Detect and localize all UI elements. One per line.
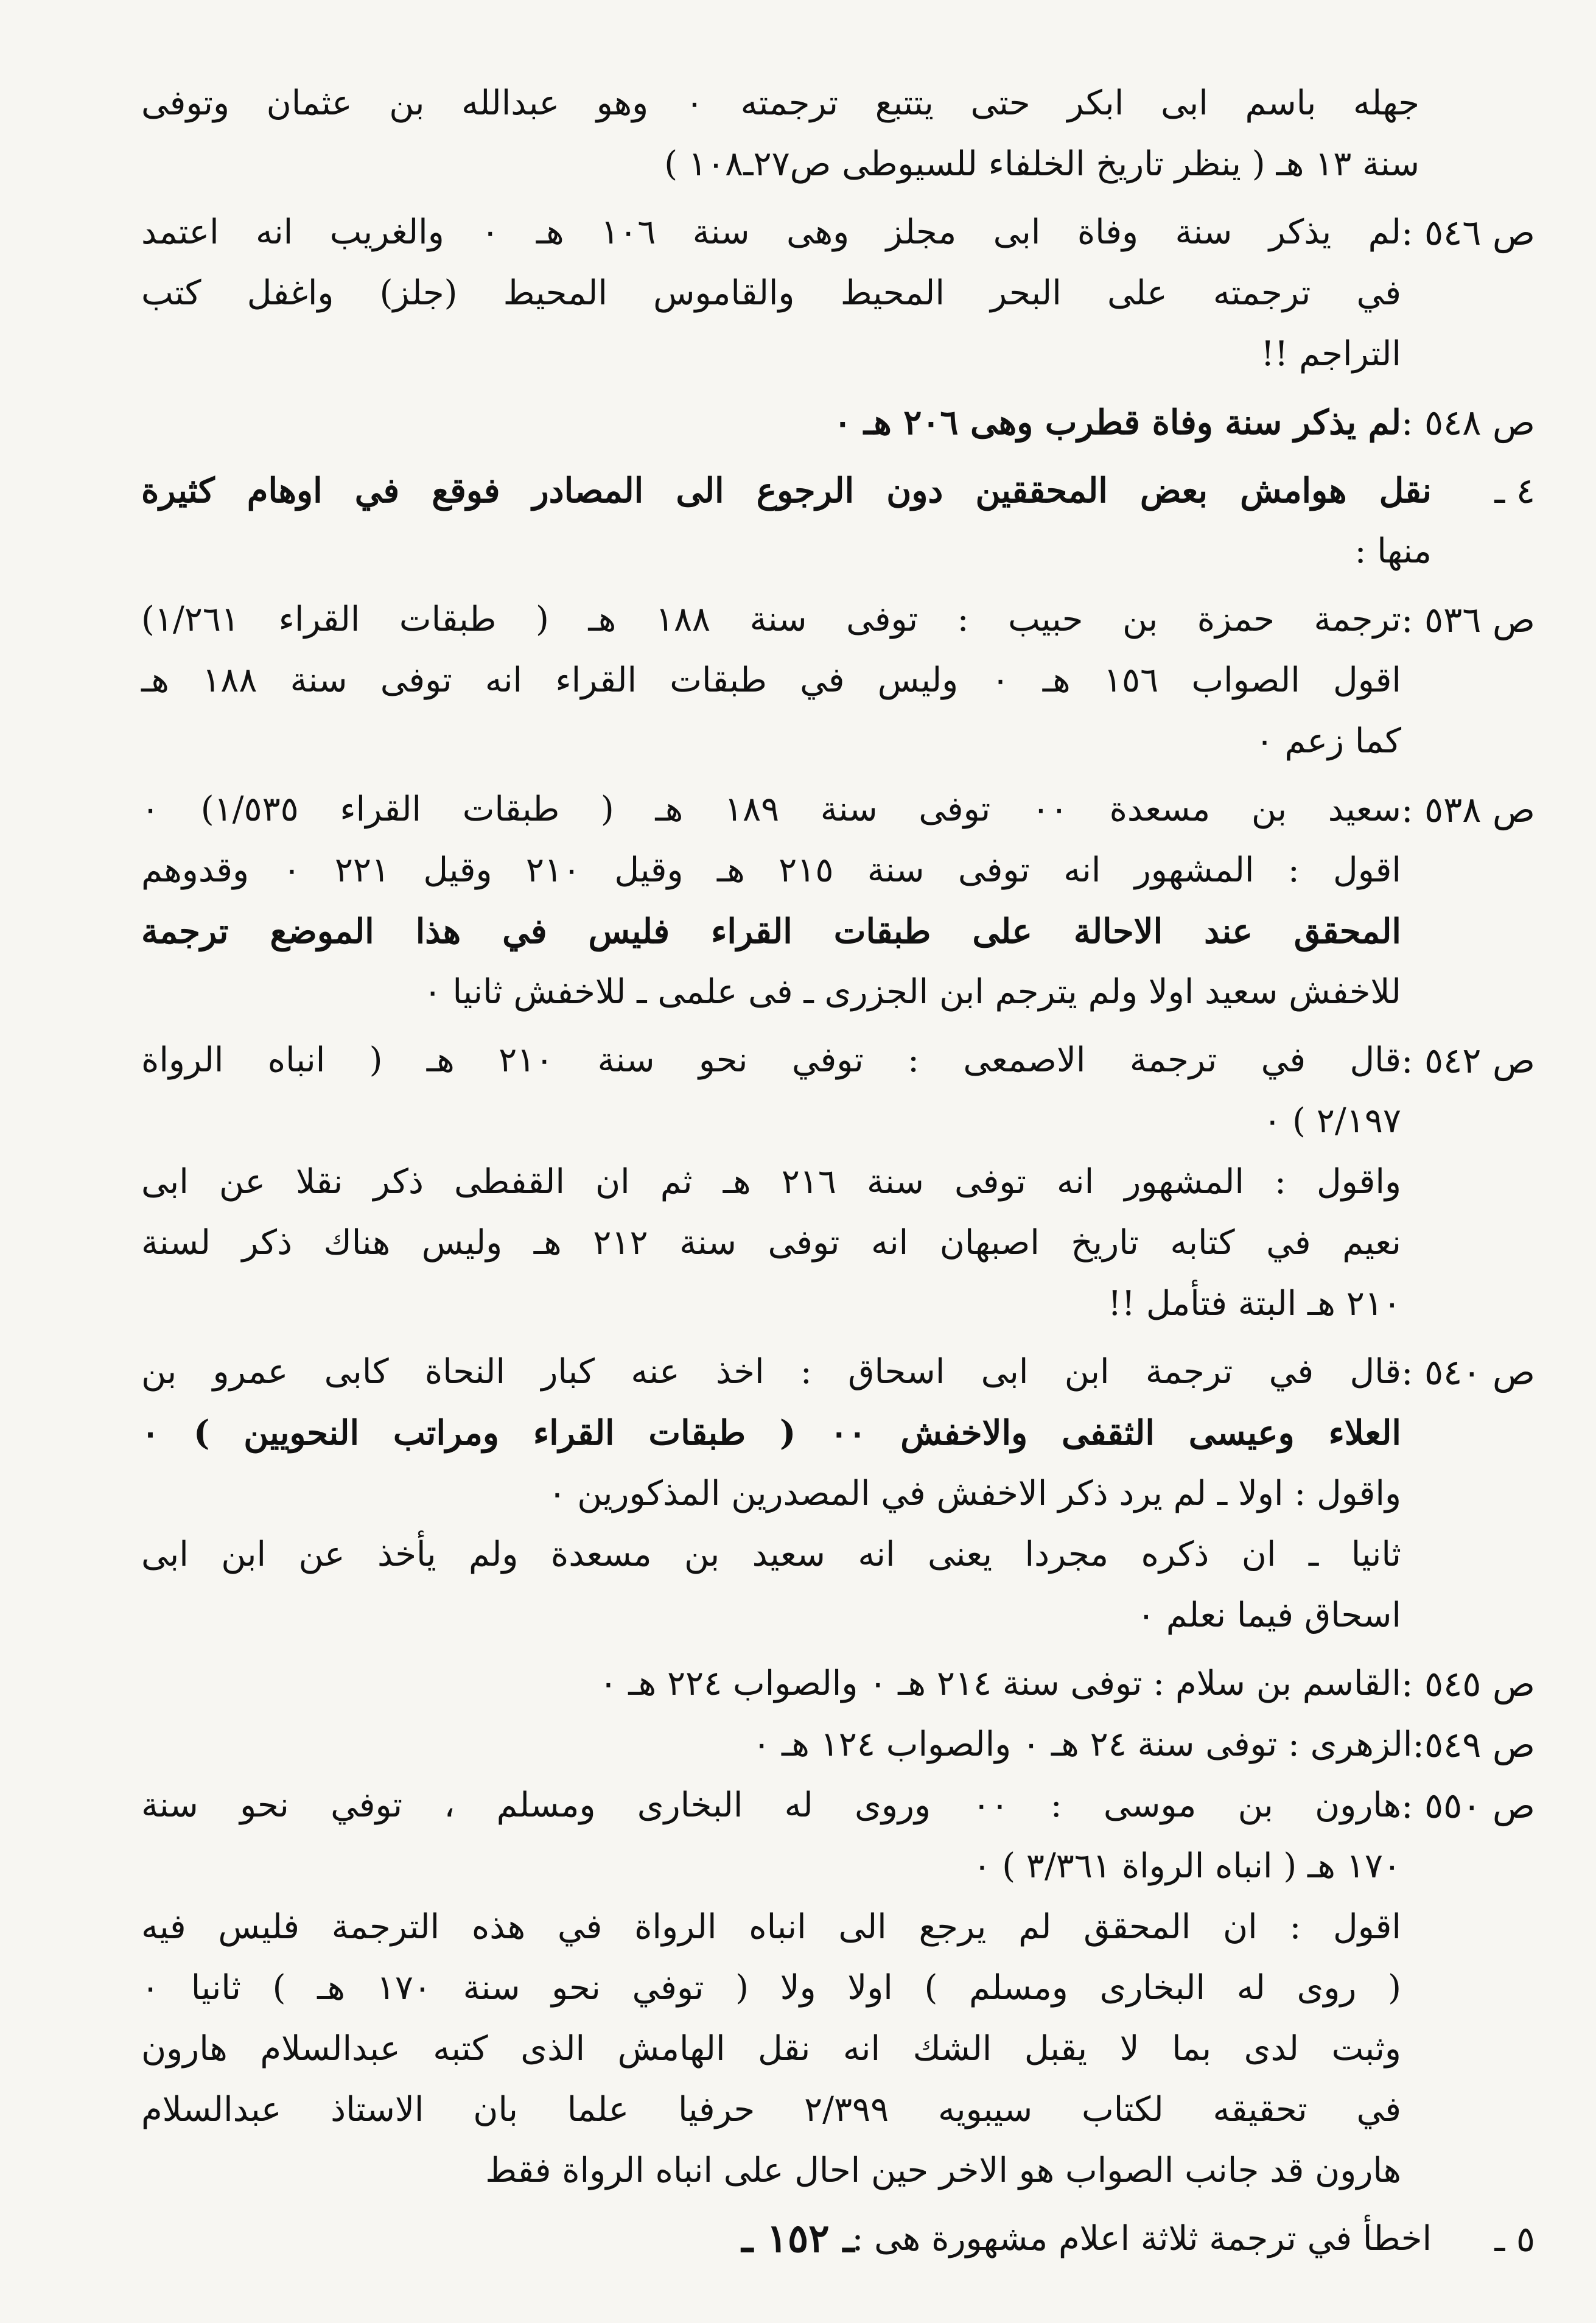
entry-545 (141, 1653, 1535, 1714)
text-line: اسحاق فيما نعلم ٠ (1136, 1596, 1401, 1635)
text-line: ( روى له البخارى ومسلم ) اولا ولا ( توفي نحو سنة ١٧٠ هـ ) ثانيا ٠ (141, 1968, 1401, 2008)
text-line: لم يذكر سنة وفاة ابى مجلز وهى سنة ١٠٦ هـ ٠ والغريب انه اعتمد (141, 212, 1401, 252)
entry-body (141, 1775, 1401, 2201)
text-line: قال في ترجمة الاصمعى : توفي نحو سنة ٢١٠ هـ ( انباه الرواة (141, 1040, 1401, 1080)
text-line: قال في ترجمة ابن ابى اسحاق : اخذ عنه كبار النحاة كابى عمرو بن (141, 1352, 1401, 1392)
section-4 (141, 460, 1535, 582)
page-reference: ص ٥٣٦ : (1401, 599, 1535, 640)
text-line: كما زعم ٠ (1255, 721, 1401, 761)
entry-540 (141, 1342, 1535, 1646)
text-line: واقول : اولا ـ لم يرد ذكر الاخفش في المصدرين المذكورين ٠ (548, 1474, 1401, 1513)
entry-body (141, 589, 1401, 772)
text-line: ثانيا ـ ان ذكره مجردا يعنى انه سعيد بن مسعدة ولم يأخذ عن ابن ابى (141, 1535, 1401, 1574)
entry-538 (141, 779, 1535, 1023)
entry-536 (141, 589, 1535, 772)
entry-body (141, 202, 1401, 385)
text-line: سعيد بن مسعدة ٠٠ توفى سنة ١٨٩ هـ ( طبقات القراء ١/٥٣٥) ٠ (141, 790, 1401, 829)
page-reference: ص ٥٥٠ : (1401, 1785, 1535, 1826)
text-line: نعيم في كتابه تاريخ اصبهان انه توفى سنة ٢١٢ هـ وليس هناك ذكر لسنة (141, 1223, 1401, 1263)
intro-paragraph (141, 73, 1419, 195)
section-number: ٥ ـ (1494, 2218, 1535, 2260)
text-line: نقل هوامش بعض المحققين دون الرجوع الى المصادر فوقع في اوهام كثيرة (141, 471, 1432, 511)
text-line: المحقق عند الاحالة على طبقات القراء فليس في هذا الموضع ترجمة (141, 911, 1401, 951)
entry-549 (141, 1714, 1535, 1775)
page-reference: ص ٥٤٠ : (1401, 1351, 1535, 1393)
text-line: ١٧٠ هـ ( انباه الرواة ٣/٣٦١ ) ٠ (973, 1846, 1401, 1886)
text-line: منها : (1354, 531, 1432, 571)
entry-body (141, 1653, 1401, 1714)
entry-550 (141, 1775, 1535, 2201)
text-line: في تحقيقه لكتاب سيبويه ٢/٣٩٩ حرفيا علما بان الاستاذ عبدالسلام (141, 2090, 1401, 2129)
text-line: هارون بن موسى : ٠٠ وروى له البخارى ومسلم ، توفي نحو سنة (141, 1785, 1401, 1825)
text-line: التراجم !! (1261, 334, 1401, 374)
page-reference: ص ٥٤٨ : (1401, 402, 1535, 443)
text-line: ٢١٠ هـ البتة فتأمل !! (1108, 1284, 1401, 1323)
text-line: ترجمة حمزة بن حبيب : توفى سنة ١٨٨ هـ ( طبقات القراء ١/٢٦١) (141, 600, 1401, 639)
section-number: ٤ ـ (1494, 470, 1535, 511)
page-reference: ص ٥٤٢ : (1401, 1040, 1535, 1081)
page-reference: ص ٥٣٨ : (1401, 789, 1535, 830)
entry-546 (141, 202, 1535, 385)
text-line: القاسم بن سلام : توفى سنة ٢١٤ هـ ٠ والصواب ٢٢٤ هـ ٠ (599, 1664, 1401, 1703)
entry-body (141, 392, 1401, 453)
text-line: وثبت لدى بما لا يقبل الشك انه نقل الهامش الذى كتبه عبدالسلام هارون (141, 2029, 1401, 2069)
text-line: اقول : المشهور انه توفى سنة ٢١٥ هـ وقيل ٢١٠ وقيل ٢٢١ ٠ وقدوهم (141, 850, 1401, 890)
text-line: سنة ١٣ هـ ( ينظر تاريخ الخلفاء للسيوطى ص٢٧ـ١٠٨ ) (664, 144, 1419, 184)
document-page (141, 73, 1535, 2269)
text-line: هارون قد جانب الصواب هو الاخر حين احال على انباه الرواة فقط (485, 2151, 1401, 2190)
text-line: لم يذكر سنة وفاة قطرب وهى ٢٠٦ هـ ٠ (833, 402, 1401, 443)
text-line: في ترجمته على البحر المحيط والقاموس المحيط (جلز) واغفل كتب (141, 273, 1401, 313)
page-reference: ص ٥٤٥ : (1401, 1663, 1535, 1705)
page-reference: ص ٥٤٦ : (1401, 212, 1535, 253)
page-reference: ص ٥٤٩: (1412, 1724, 1535, 1765)
text-line: الزهرى : توفى سنة ٢٤ هـ ٠ والصواب ١٢٤ هـ ٠ (752, 1725, 1413, 1764)
text-line: اقول : ان المحقق لم يرجع الى انباه الرواة في هذه الترجمة فليس فيه (141, 1907, 1401, 1947)
text-line: جهله باسم ابى ابكر حتى يتتبع ترجمته ٠ وهو عبدالله بن عثمان وتوفى (141, 83, 1419, 123)
entry-body (141, 460, 1432, 582)
entry-body (141, 1714, 1412, 1775)
entry-body (141, 779, 1401, 1023)
text-line: اخطأ في ترجمة ثلاثة اعلام مشهورة هى : (852, 2219, 1432, 2258)
entry-body (141, 1342, 1401, 1646)
text-line: العلاء وعيسى الثقفى والاخفش ٠٠ ( طبقات القراء ومراتب النحويين ) ٠ (141, 1413, 1401, 1453)
text-line: للاخفش سعيد اولا ولم يترجم ابن الجزرى ـ فى علمى ـ للاخفش ثانيا ٠ (423, 972, 1401, 1012)
entry-body (141, 1030, 1401, 1334)
text-line: اقول الصواب ١٥٦ هـ ٠ وليس في طبقات القراء انه توفى سنة ١٨٨ هـ (141, 660, 1401, 700)
page-number: ـ ١٥٢ ـ (741, 2216, 855, 2262)
entry-542 (141, 1030, 1535, 1334)
entry-548 (141, 392, 1535, 453)
text-line: ٢/١٩٧ ) ٠ (1263, 1101, 1401, 1141)
text-line: واقول : المشهور انه توفى سنة ٢١٦ هـ ثم ان القفطى ذكر نقلا عن ابى (141, 1162, 1401, 1202)
